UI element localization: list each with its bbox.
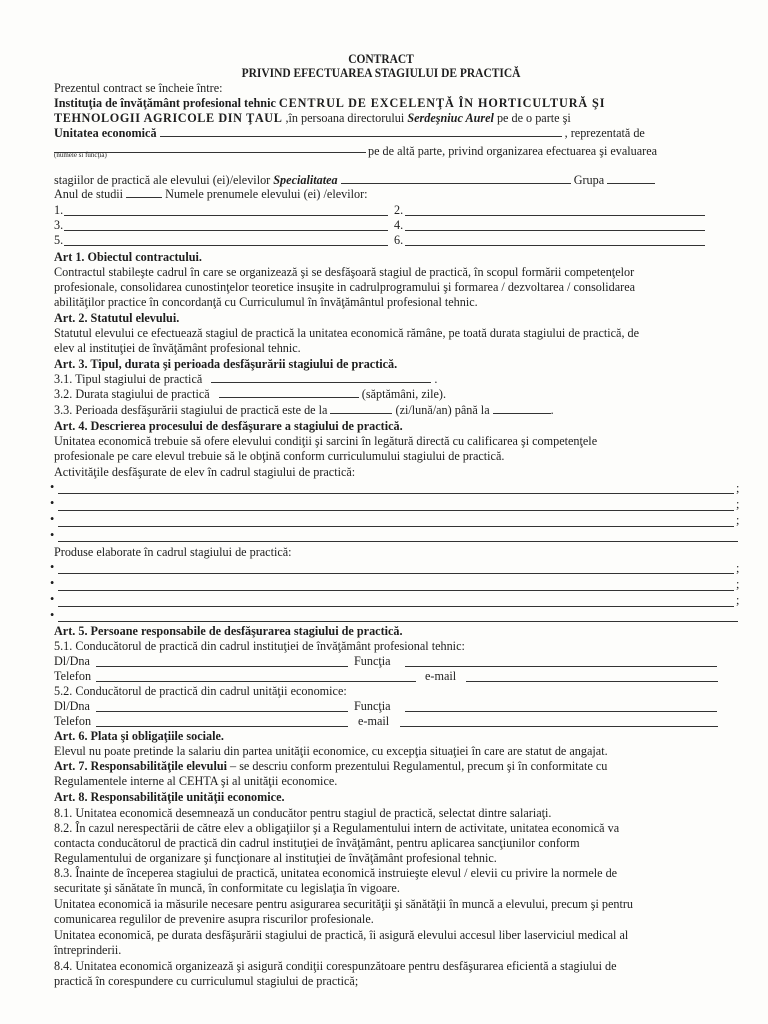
institution-name-part-2: TEHNOLOGII AGRICOLE DIN ŢAUL bbox=[54, 111, 283, 125]
student-num-6: 6. bbox=[394, 233, 404, 247]
activity-field-4[interactable] bbox=[58, 541, 738, 542]
art5-2-email-label: e-mail bbox=[358, 714, 390, 728]
school-supervisor-phone-field[interactable] bbox=[96, 681, 416, 682]
art1-text-2: profesionale, consolidarea cunostinţelor teoretice insuşite in cadrulprogramului şi formarea / dezvoltarea / consolidarea bbox=[54, 280, 636, 294]
year-label: Anul de studii bbox=[54, 187, 124, 201]
school-supervisor-function-field[interactable] bbox=[405, 666, 717, 667]
company-supervisor-name-field[interactable] bbox=[96, 711, 348, 712]
product-bullet-3: • bbox=[50, 592, 55, 606]
activities-label: Activităţile desfăşurate de elev în cadrul stagiului de practică: bbox=[54, 465, 356, 479]
art8-3-text-6: întreprinderii. bbox=[54, 943, 122, 957]
unit-line bbox=[54, 126, 645, 141]
other-party-text: pe de altă parte, privind organizarea efectuarea şi evaluarea bbox=[368, 144, 658, 158]
art8-3-text-3: Unitatea economică ia măsurile necesare pentru asigurarea securităţii şi sănătăţii în muncă a elevului, precum şi pentru bbox=[54, 897, 634, 911]
art8-1-text: 8.1. Unitatea economică desemnează un conducător pentru stagiul de practică, selectat dintre salariaţi. bbox=[54, 806, 552, 820]
art3-3-label: 3.3. Perioada desfăşurării stagiului de practică este de la bbox=[54, 403, 328, 417]
student-field-5[interactable] bbox=[64, 245, 388, 246]
activity-field-3[interactable] bbox=[58, 526, 734, 527]
product-field-1[interactable] bbox=[58, 573, 734, 574]
year-line bbox=[54, 187, 368, 202]
art8-2-text-2: contacta conducătorul de practică din cadrul instituţiei de învăţământ, pentru aplicarea sancţiunilor conform bbox=[54, 836, 580, 850]
institution-line-1 bbox=[54, 96, 605, 111]
student-field-6[interactable] bbox=[405, 245, 705, 246]
art3-1-line: 3.1. Tipul stagiului de practică . bbox=[54, 372, 438, 386]
practice-type-field[interactable] bbox=[211, 372, 431, 383]
product-bullet-2: • bbox=[50, 576, 55, 590]
art2-text-2: elev al instituţiei de învăţământ profesional tehnic. bbox=[54, 341, 301, 355]
institution-label: Instituţia de învăţământ profesional tehnic bbox=[54, 96, 276, 110]
art4-text-2: profesionale pe care elevul trebuie să le obţină conform curriculumului stagiului de practică. bbox=[54, 449, 505, 463]
activity-bullet-4: • bbox=[50, 528, 55, 542]
school-supervisor-name-field[interactable] bbox=[96, 666, 348, 667]
company-supervisor-function-field[interactable] bbox=[405, 711, 717, 712]
unit-name-field[interactable] bbox=[160, 126, 562, 137]
art8-3-text-1: 8.3. Înainte de începerea stagiului de practică, unitatea economică instruieşte elevul / elevii cu privire la normele de bbox=[54, 866, 618, 880]
student-field-2[interactable] bbox=[405, 215, 705, 216]
product-field-4[interactable] bbox=[58, 621, 738, 622]
specialty-field[interactable] bbox=[341, 173, 571, 184]
director-intro: ,în persoana directorului bbox=[285, 111, 405, 125]
art3-title: Art. 3. Tipul, durata şi perioada desfăşurării stagiului de practică. bbox=[54, 357, 398, 371]
activity-bullet-3: • bbox=[50, 512, 55, 526]
represented-by-text: , reprezentată de bbox=[564, 126, 645, 140]
group-field[interactable] bbox=[607, 173, 655, 184]
art5-1-text: 5.1. Conducătorul de practică din cadrul instituţiei de învăţământ profesional tehnic: bbox=[54, 639, 465, 653]
students-names-label: Numele prenumele elevului (ei) /elevilor: bbox=[165, 187, 368, 201]
school-supervisor-email-field[interactable] bbox=[466, 681, 718, 682]
practice-duration-field[interactable] bbox=[219, 387, 359, 398]
stages-line bbox=[54, 173, 655, 188]
party-one-text: pe de o parte şi bbox=[496, 111, 571, 125]
period-start-field[interactable] bbox=[330, 403, 392, 414]
student-num-5: 5. bbox=[54, 233, 64, 247]
art1-text-1: Contractul stabileşte cadrul în care se organizează şi se desfăşoară stagiul de practică, în scopul formării competenţelor bbox=[54, 265, 635, 279]
student-field-1[interactable] bbox=[64, 215, 388, 216]
student-num-1: 1. bbox=[54, 203, 64, 217]
art8-3-text-4: comunicarea regulilor de prevenire asupra riscurilor profesionale. bbox=[54, 912, 374, 926]
art7-text-1: – se descriu conform prezentului Regulamentul, precum şi în conformitate cu bbox=[227, 759, 608, 773]
product-semi-3: ; bbox=[736, 593, 740, 607]
unit-label: Unitatea economică bbox=[54, 126, 157, 140]
art1-text-3: abilităţilor practice în concordanţă cu Curriculumul în învăţământul profesional tehnic. bbox=[54, 295, 478, 309]
product-semi-2: ; bbox=[736, 577, 740, 591]
products-label: Produse elaborate în cadrul stagiului de practică: bbox=[54, 545, 292, 559]
specialty-label: Specialitatea bbox=[273, 173, 338, 187]
art6-title: Art. 6. Plata şi obligaţiile sociale. bbox=[54, 729, 224, 743]
contract-title: CONTRACT bbox=[348, 52, 414, 66]
art2-title: Art. 2. Statutul elevului. bbox=[54, 311, 180, 325]
art8-2-text-3: Regulamentului de organizare şi funcţionare al instituţiei de învăţământ profesional tehnic. bbox=[54, 851, 497, 865]
intro-text: Prezentul contract se încheie între: bbox=[54, 81, 223, 95]
institution-line-2 bbox=[54, 111, 571, 126]
group-label: Grupa bbox=[573, 173, 605, 187]
date-format-text: (zi/lună/an) până la bbox=[395, 403, 490, 417]
art7-title: Art. 7. Responsabilităţile elevului bbox=[54, 759, 227, 773]
art5-title: Art. 5. Persoane responsabile de desfăşurarea stagiului de practică. bbox=[54, 624, 403, 638]
contract-subtitle: PRIVIND EFECTUAREA STAGIULUI DE PRACTICĂ bbox=[241, 66, 521, 80]
activity-bullet-2: • bbox=[50, 496, 55, 510]
art7-text-2: Regulamentele interne al CEHTA şi al unităţii economice. bbox=[54, 774, 338, 788]
art5-1-email-label: e-mail bbox=[425, 669, 457, 683]
activity-semi-1: ; bbox=[736, 481, 740, 495]
product-bullet-1: • bbox=[50, 560, 55, 574]
student-num-4: 4. bbox=[394, 218, 404, 232]
product-field-3[interactable] bbox=[58, 606, 734, 607]
activity-field-1[interactable] bbox=[58, 493, 734, 494]
art8-4-text-2: practică în corespundere cu curriculumul stagiului de practică; bbox=[54, 974, 359, 988]
student-num-3: 3. bbox=[54, 218, 64, 232]
art8-4-text-1: 8.4. Unitatea economică organizează şi asigură condiţii corespunzătoare pentru desfăşurarea eficientă a stagiului de bbox=[54, 959, 617, 973]
art3-2-label: 3.2. Durata stagiului de practică bbox=[54, 387, 210, 401]
product-semi-1: ; bbox=[736, 561, 740, 575]
art8-3-text-5: Unitatea economică, pe durata desfăşurării stagiului de practică, îi asigură elevului accesul liber laserviciul medical al bbox=[54, 928, 629, 942]
activity-semi-2: ; bbox=[736, 497, 740, 511]
art3-3-line: 3.3. Perioada desfăşurării stagiului de practică este de la (zi/lună/an) până la . bbox=[54, 403, 554, 417]
art5-1-name-label: Dl/Dna bbox=[54, 654, 90, 668]
company-supervisor-email-field[interactable] bbox=[400, 726, 718, 727]
duration-units: (săptămâni, zile). bbox=[361, 387, 447, 401]
art3-2-line bbox=[54, 387, 446, 402]
art4-title: Art. 4. Descrierea procesului de desfăşurare a stagiului de practică. bbox=[54, 419, 403, 433]
company-supervisor-phone-field[interactable] bbox=[96, 726, 348, 727]
institution-name-part-1: CENTRUL DE EXCELENŢĂ ÎN HORTICULTURĂ ŞI bbox=[278, 96, 606, 110]
activity-semi-3: ; bbox=[736, 513, 740, 527]
art8-2-text-1: 8.2. În cazul nerespectării de către elev a obligaţiilor şi a Regulamentului intern de activitate, unitatea economică va bbox=[54, 821, 620, 835]
activity-bullet-1: • bbox=[50, 480, 55, 494]
activity-field-2[interactable] bbox=[58, 510, 734, 511]
director-name: Serdeşniuc Aurel bbox=[407, 111, 494, 125]
art5-2-phone-label: Telefon bbox=[54, 714, 92, 728]
art5-2-text: 5.2. Conducătorul de practică din cadrul unităţii economice: bbox=[54, 684, 347, 698]
product-field-2[interactable] bbox=[58, 590, 734, 591]
student-field-4[interactable] bbox=[405, 230, 705, 231]
art4-text-1: Unitatea economică trebuie să ofere elevului condiţii şi sarcini în legătură directă cu calificarea şi competenţele bbox=[54, 434, 598, 448]
year-field[interactable] bbox=[126, 187, 162, 198]
art6-text: Elevul nu poate pretinde la salariu din partea unităţii economice, cu excepţia situaţiei în care are statut de angajat. bbox=[54, 744, 608, 758]
representative-field[interactable] bbox=[54, 152, 366, 153]
student-num-2: 2. bbox=[394, 203, 404, 217]
period-end-field[interactable] bbox=[493, 403, 551, 414]
art7-line-1 bbox=[54, 759, 607, 774]
art3-1-label: 3.1. Tipul stagiului de practică bbox=[54, 372, 203, 386]
art2-text-1: Statutul elevului ce efectuează stagiul de practică la unitatea economică rămâne, pe toată durata stagiului de practică, de bbox=[54, 326, 640, 340]
name-function-hint: (numele si funcţia) bbox=[54, 151, 107, 159]
art1-title: Art 1. Obiectul contractului. bbox=[54, 250, 202, 264]
stages-text: stagiilor de practică ale elevului (ei)/elevilor bbox=[54, 173, 271, 187]
art5-1-phone-label: Telefon bbox=[54, 669, 92, 683]
art8-title: Art. 8. Responsabilităţile unităţii economice. bbox=[54, 790, 285, 804]
art8-3-text-2: securitate şi sănătate în muncă, în conformitate cu legislaţia în vigoare. bbox=[54, 881, 400, 895]
student-field-3[interactable] bbox=[64, 230, 388, 231]
product-bullet-4: • bbox=[50, 608, 55, 622]
art5-2-function-label: Funcţia bbox=[354, 699, 391, 713]
art5-2-name-label: Dl/Dna bbox=[54, 699, 90, 713]
art5-1-function-label: Funcţia bbox=[354, 654, 391, 668]
